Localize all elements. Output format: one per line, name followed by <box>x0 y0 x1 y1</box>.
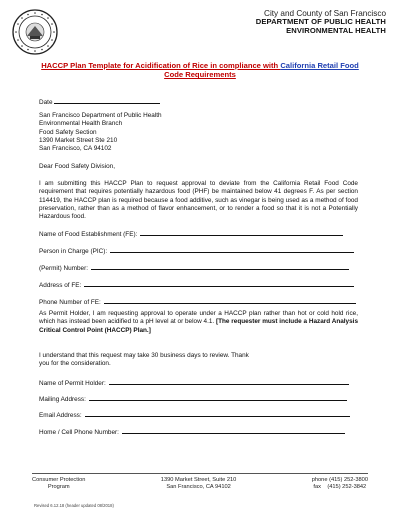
field-input-line[interactable] <box>85 409 350 417</box>
haccp-requirement-note: [The requester must include a Hazard Analysis Critical Control Point (HACCP) Plan.] <box>39 318 358 334</box>
field-phone <box>39 296 356 306</box>
field-label: Name of Permit Holder: <box>39 380 106 387</box>
department-name: DEPARTMENT OF PUBLIC HEALTH <box>255 17 386 27</box>
city-name: City and County of San Francisco <box>264 9 386 18</box>
agency-header <box>256 9 386 36</box>
footer-address <box>161 477 237 492</box>
field-label: (Permit) Number: <box>39 265 89 272</box>
recipient-address <box>39 112 358 154</box>
salutation: Dear Food Safety Division, <box>39 163 116 170</box>
review-line: I understand that this request may take 30 business days to review. Thank <box>39 352 249 359</box>
title-part-1: HACCP Plan Template for Acidification of Rice in compliance with <box>41 61 281 70</box>
field-permit-holder-name <box>39 377 349 387</box>
footer-text: Program <box>47 484 70 491</box>
field-input-line[interactable] <box>89 393 347 401</box>
address-line: 1390 Market Street Ste 210 <box>39 136 118 144</box>
field-label: Person in Charge (PIC): <box>39 248 108 255</box>
city-seal-icon <box>12 9 58 55</box>
footer-text: San Francisco, CA 94102 <box>166 484 231 491</box>
field-input-line[interactable] <box>104 296 356 304</box>
field-email <box>39 409 350 419</box>
footer-program <box>32 477 85 492</box>
document-title <box>20 61 380 80</box>
permit-holder-paragraph <box>39 310 358 335</box>
footer-contact <box>312 477 368 492</box>
review-line: you for the consideration. <box>39 360 111 368</box>
footer <box>32 473 368 492</box>
field-label: Address of FE: <box>39 282 82 289</box>
field-label: Mailing Address: <box>39 396 86 403</box>
revision-note: Revised 6.12.18 (header updated 08/2018) <box>34 503 114 508</box>
field-address <box>39 279 354 289</box>
address-line: San Francisco Department of Public Health <box>39 112 162 119</box>
address-line: Environmental Health Branch <box>39 120 123 128</box>
date-label: Date <box>39 99 53 106</box>
request-paragraph: I am submitting this HACCP Plan to request approval to deviate from the California Retail Food Code requirement that requires potentially hazardous food (PHF) be maintained below 41 degrees F. As per section 114419, the HACCP plan is required because a food additive, such as vinegar is being used as a method of food preservation, rather than as a method of flavor enhancement, or to render a food so that it is not a Potentially Hazardous food. <box>39 180 358 221</box>
field-home-cell-phone <box>39 426 345 436</box>
field-input-line[interactable] <box>140 228 343 236</box>
title-part-3: Code Requirements <box>164 70 236 80</box>
field-mailing-address <box>39 393 347 403</box>
title-part-2: California Retail Food <box>280 61 359 70</box>
footer-text: 1390 Market Street, Suite 210 <box>160 477 237 483</box>
footer-text: Consumer Protection <box>32 477 86 483</box>
field-label: Phone Number of FE: <box>39 299 101 306</box>
field-input-line[interactable] <box>109 377 349 385</box>
field-input-line[interactable] <box>84 279 354 287</box>
permit-holder-text: As Permit Holder, I am requesting approval to operate under a HACCP plan rather than hot or cold hold rice, which has instead been acidified to a pH level at or below 4.1. <box>39 310 358 326</box>
field-label: Home / Cell Phone Number: <box>39 429 119 436</box>
date-field <box>39 96 160 106</box>
review-paragraph <box>39 352 358 369</box>
address-line: San Francisco, CA 94102 <box>39 145 112 153</box>
field-input-line[interactable] <box>122 426 345 434</box>
field-permit-number <box>39 262 349 272</box>
footer-text: phone (415) 252-3800 <box>311 477 368 483</box>
field-label: Email Address: <box>39 412 82 419</box>
division-name: ENVIRONMENTAL HEALTH <box>286 26 386 36</box>
field-person-in-charge <box>39 245 354 255</box>
address-line: Food Safety Section <box>39 128 97 136</box>
date-input-line[interactable] <box>54 96 160 104</box>
field-establishment-name <box>39 228 343 238</box>
field-label: Name of Food Establishment (FE): <box>39 231 138 238</box>
field-input-line[interactable] <box>110 245 354 253</box>
field-input-line[interactable] <box>91 262 349 270</box>
footer-text: fax (415) 252-3842 <box>313 484 367 491</box>
